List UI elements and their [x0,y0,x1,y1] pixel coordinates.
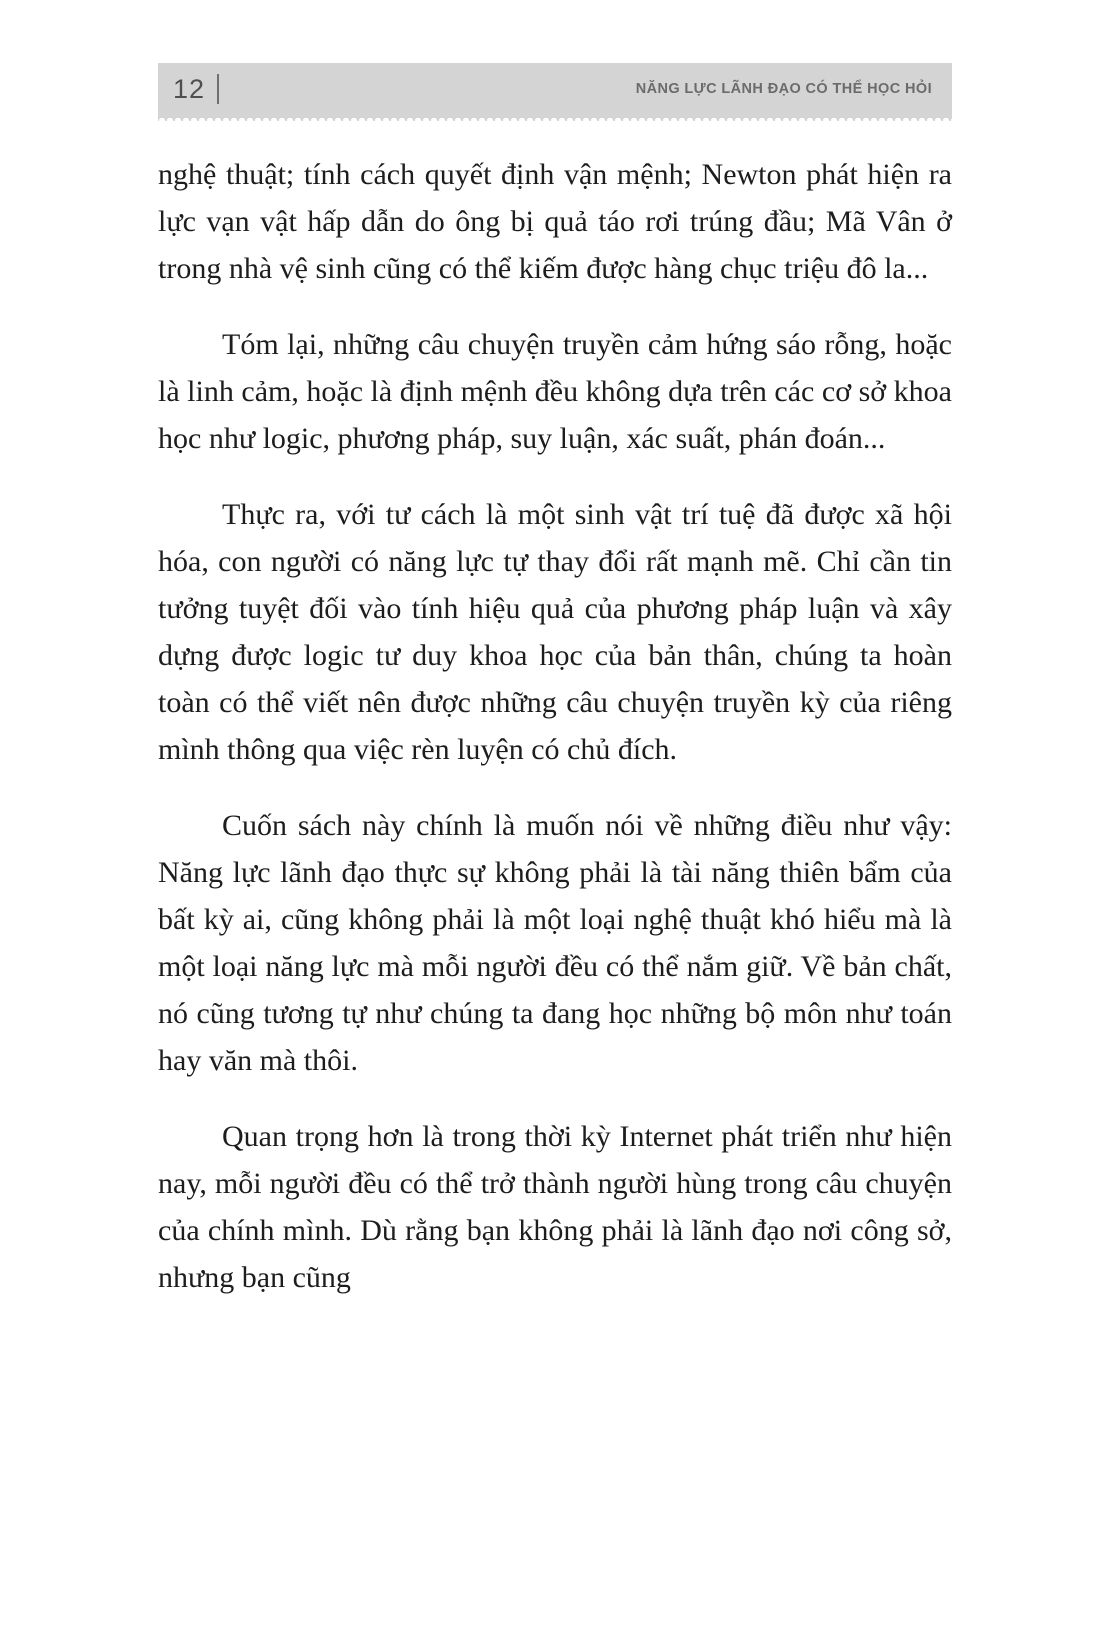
paragraph: Cuốn sách này chính là muốn nói về những điều như vậy: Năng lực lãnh đạo thực sự không phải là tài năng thiên bẩm của bất kỳ ai, cũng không phải là một loại nghệ thuật khó hiểu mà là một loại năng lực mà mỗi người đều có thể nắm giữ. Về bản chất, nó cũng tương tự như chúng ta đang học những bộ môn như toán hay văn mà thôi. [158,809,952,1077]
paragraph: Tóm lại, những câu chuyện truyền cảm hứng sáo rỗng, hoặc là linh cảm, hoặc là định mệnh đều không dựa trên các cơ sở khoa học như logic, phương pháp, suy luận, xác suất, phán đoán... [158,328,952,455]
page-header-left [173,74,219,104]
body-text [158,151,952,1330]
paragraph: nghệ thuật; tính cách quyết định vận mệnh; Newton phát hiện ra lực vạn vật hấp dẫn do ông bị quả táo rơi trúng đầu; Mã Vân ở trong nhà vệ sinh cũng có thể kiếm được hàng chục triệu đô la... [158,158,952,285]
running-title: NĂNG LỰC LÃNH ĐẠO CÓ THỂ HỌC HỎI [635,81,932,97]
banner-scalloped-edge [158,115,952,121]
paragraph: Thực ra, với tư cách là một sinh vật trí tuệ đã được xã hội hóa, con người có năng lực tự thay đổi rất mạnh mẽ. Chỉ cần tin tưởng tuyệt đối vào tính hiệu quả của phương pháp luận và xây dựng được logic tư duy khoa học của bản thân, chúng ta hoàn toàn có thể viết nên được những câu chuyện truyền kỳ của riêng mình thông qua việc rèn luyện có chủ đích. [158,498,952,766]
page-number: 12 [173,73,206,104]
page-header-banner [158,63,952,115]
paragraph: Quan trọng hơn là trong thời kỳ Internet phát triển như hiện nay, mỗi người đều có thể trở thành người hùng trong câu chuyện của chính mình. Dù rằng bạn không phải là lãnh đạo nơi công sở, nhưng bạn cũng [158,1120,952,1294]
page-number-separator [217,74,219,104]
